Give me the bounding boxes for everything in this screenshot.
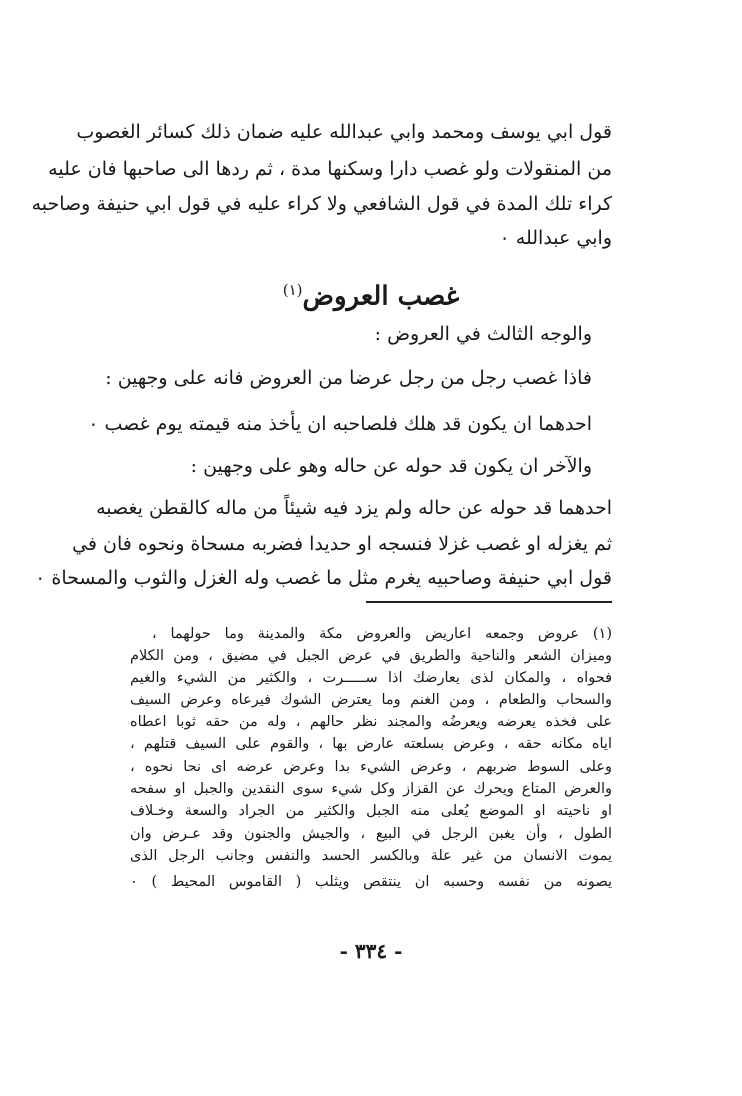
footnote-line-8: والعرض المتاع ويحرك عن القزاز وكل شيء سوى النقدين والجبل او سفحه (130, 781, 612, 797)
intro-line-2: من المنقولات ولو غصب دارا وسكنها مدة ، ثم ردها الى صاحبها فان عليه (48, 158, 612, 180)
body-line-4: والآخر ان يكون قد حوله عن حاله وهو على وجهين : (190, 455, 592, 477)
body-line-3: احدهما ان يكون قد هلك فلصاحبه ان يأخذ منه قيمته يوم غصب ٠ (88, 413, 592, 435)
footnote-separator (366, 601, 612, 603)
footnote-line-1: (١) عروض وجمعه اعاريض والعروض مكة والمدينة وما حولهما ، (152, 626, 612, 642)
intro-line-1: قول ابي يوسف ومحمد وابي عبدالله عليه ضمان ذلك كسائر الغصوب (76, 121, 612, 143)
footnote-line-3: فحواه ، والمكان لذى يعارضك اذا ســـــرت ، والكثير من الشيء والغيم (130, 670, 612, 686)
footnote-line-5: على فخذه يعرضه ويعرضُه والمجند نظر حالهم ، وله من حقه ثوبا اعطاه (130, 714, 612, 730)
footnote-line-7: وعلى السوط ضربهم ، وعرض الشيء بدا وعرض عرضه اى نحا نحوه ، (130, 759, 612, 775)
page-number: - ٣٣٤ - (339, 939, 403, 963)
footnote-reference: (١) (282, 281, 303, 299)
footnote-line-9: او ناحيته او الموضع يُعلى منه الجبل والكثير من الجراد والسعة وخـلاف (130, 803, 612, 819)
footnote-line-10: الطول ، وأن يغبن الرجل في البيع ، والجيش والجنون وقد عـرض وان (130, 826, 612, 842)
section-heading (0, 272, 742, 315)
footnote-line-2: وميزان الشعر والناحية والطريق في عرض الجبل في مضيق ، ومن الكلام (130, 648, 612, 664)
body-line-5: احدهما قد حوله عن حاله ولم يزد فيه شيئاً من ماله كالقطن يغصبه (96, 497, 612, 519)
intro-line-4: وابي عبدالله ٠ (499, 227, 612, 249)
footnote-line-4: والسحاب والطعام ، ومن الغنم وما يعترض الشوك فيرعاه وعرض السيف (130, 692, 612, 708)
section-heading-title: غصب العروض (302, 281, 460, 312)
body-line-6: ثم يغزله او غصب غزلا فنسجه او حديدا فضربه مسحاة ونحوه فان في (72, 533, 612, 555)
body-line-1: والوجه الثالث في العروض : (374, 323, 592, 345)
footnote-line-6: اياه مكانه حقه ، وعرض بسلعته عارض بها ، والقوم على السيف قتلهم ، (130, 736, 612, 752)
body-line-7: قول ابي حنيفة وصاحبيه يغرم مثل ما غصب وله الغزل والثوب والمسحاة ٠ (35, 567, 612, 589)
body-line-2: فاذا غصب رجل من رجل عرضا من العروض فانه على وجهين : (105, 367, 592, 389)
intro-line-3: كراء تلك المدة في قول الشافعي ولا كراء عليه في قول ابي حنيفة وصاحبه (31, 193, 612, 215)
footnote-line-11: يموت الانسان من غير علة وبالكسر الحسد والنفس وجانب الرجل الذى (130, 848, 612, 864)
footnote-line-12: يصونه من نفسه وحسبه ان ينتقص ويثلب ( القاموس المحيط ) ٠ (130, 874, 612, 890)
